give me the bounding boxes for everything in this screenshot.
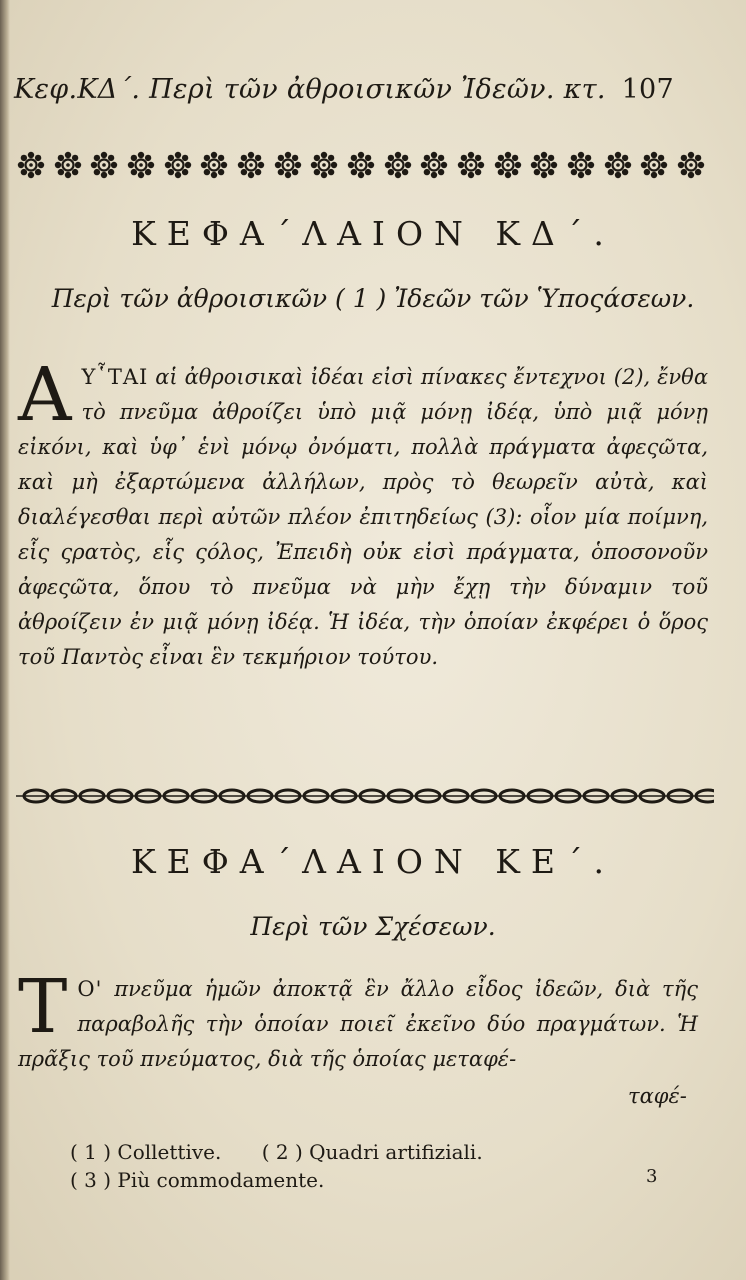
paragraph-lead: Υ῟ΤΑΙ	[81, 365, 149, 389]
rosette-ornament	[163, 150, 193, 180]
chapter-24-paragraph	[18, 352, 708, 675]
page-number: 107	[621, 74, 674, 105]
footnote-2: ( 2 ) Quadri artifiziali.	[261, 1140, 483, 1164]
rosette-ornament	[419, 150, 449, 180]
footnote-3: ( 3 ) Più commodamente.	[70, 1168, 325, 1192]
dropcap-letter: A	[18, 352, 72, 438]
dropcap-letter: T	[18, 964, 68, 1050]
binding-gutter	[0, 0, 10, 1280]
rosette-ornament	[273, 150, 303, 180]
rosette-ornament	[89, 150, 119, 180]
chapter-25-paragraph	[18, 964, 698, 1077]
rosette-ornament	[603, 150, 633, 180]
footnotes	[70, 1138, 517, 1194]
signature-mark: 3	[646, 1166, 658, 1187]
rosette-ornament	[456, 150, 486, 180]
rosette-ornament	[199, 150, 229, 180]
chapter-24-title: ΚΕΦΑ΄ΛΑΙΟΝ ΚΔ΄.	[131, 214, 615, 253]
rosette-ornament	[566, 150, 596, 180]
running-head-title: Κεφ.ΚΔ΄. Περὶ τῶν ἀθροισικῶν Ἰδεῶν. κτ.	[14, 74, 606, 105]
rosette-ornament	[126, 150, 156, 180]
footnote-1: ( 1 ) Collettive.	[70, 1140, 222, 1164]
rosette-ornament	[236, 150, 266, 180]
running-head	[14, 74, 674, 105]
ornament-border-top	[16, 147, 706, 183]
rosette-ornament	[383, 150, 413, 180]
chapter-24-subtitle: Περὶ τῶν ἀθροισικῶν ( 1 ) Ἰδεῶν τῶν Ὑποςάσεων.	[51, 284, 695, 313]
rosette-ornament	[676, 150, 706, 180]
paragraph-lead: Ο'	[77, 977, 103, 1001]
decorative-divider	[16, 782, 714, 810]
paragraph-body: αἱ ἀθροισικαὶ ἰδέαι εἰσὶ πίνακες ἔντεχνοι (2), ἔνθα τὸ πνεῦμα ἀθροίζει ὑπὸ μιᾷ μόνῃ ἰδέᾳ, ὑπὸ μιᾷ μόνῃ εἰκόνι, καὶ ὑφ᾽ ἑνὶ μόνῳ ὀνόματι, πολλὰ πράγματα ἀφεςῶτα, καὶ μὴ ἐξαρτώμενα ἀλλήλων, πρὸς τὸ θεωρεῖν αὐτὰ, καὶ διαλέγεσθαι περὶ αὐτῶν πλέον ἐπιτηδείως (3): οἷον μία ποίμνη, εἷς ςρατὸς, εἷς ςόλος, Ἐπειδὴ οὐκ εἰσὶ πράγματα, ὁποσονοῦν ἀφεςῶτα, ὅπου τὸ πνεῦμα νὰ μὴν ἔχῃ τὴν δύναμιν τοῦ ἀθροίζειν ἐν μιᾷ μόνῃ ἰδέᾳ. Ἡ ἰδέα, τὴν ὁποίαν ἐκφέρει ὁ ὅρος τοῦ Παντὸς εἶναι ἓν τεκμήριον τούτου.	[18, 365, 708, 669]
chapter-25-subtitle: Περὶ τῶν Σχέσεων.	[250, 912, 496, 941]
rosette-ornament	[639, 150, 669, 180]
rosette-ornament	[309, 150, 339, 180]
rosette-ornament	[493, 150, 523, 180]
chapter-25-title: ΚΕΦΑ΄ΛΑΙΟΝ ΚΕ΄.	[131, 842, 615, 881]
rosette-ornament	[53, 150, 83, 180]
catchword: ταφέ-	[628, 1084, 687, 1108]
rosette-ornament	[346, 150, 376, 180]
rosette-ornament	[16, 150, 46, 180]
rosette-ornament	[529, 150, 559, 180]
paragraph-body: πνεῦμα ἡμῶν ἀποκτᾷ ἓν ἄλλο εἶδος ἰδεῶν, διὰ τῆς παραβολῆς τὴν ὁποίαν ποιεῖ ἐκεῖνο δύο πραγμάτων. Ἡ πρᾶξις τοῦ πνεύματος, διὰ τῆς ὁποίας μεταφέ-	[18, 977, 698, 1071]
